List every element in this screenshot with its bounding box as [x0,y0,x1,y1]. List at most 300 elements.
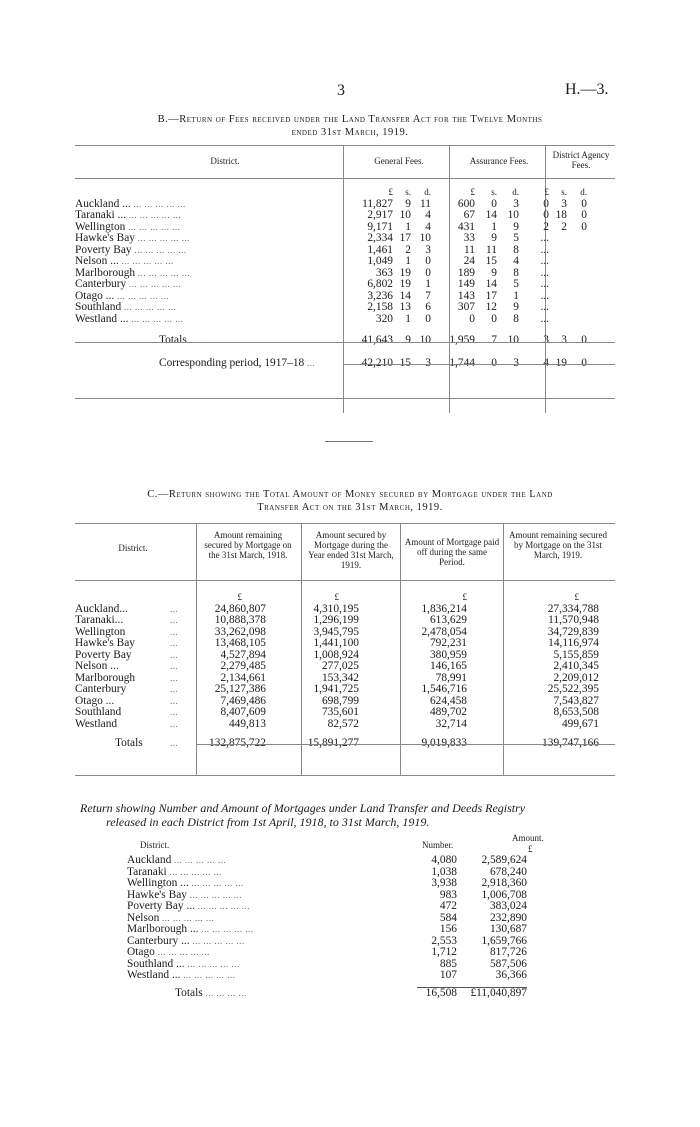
cell-r18: 13,468,105 [214,637,266,649]
cell-ag-1: 3 [561,197,567,210]
cell-sec: 277,025 [321,660,359,672]
table-row [75,638,615,650]
cell-number: 1,712 [431,946,457,958]
cell-sec: 15,891,277 [307,737,359,749]
table-d-unit: £ [528,844,533,854]
leader-dots: ... ... ... ... ... [118,256,174,266]
cell-a-2: 5 [513,278,519,290]
cell-a-2: 9 [513,301,519,313]
table-row [127,901,567,913]
cell-g-2: 1 [425,278,431,290]
district-name: Hawke's Bay [75,637,135,649]
cell-a-2: 1 [513,289,519,302]
leader-dots: ... ... ... ... ... [186,889,242,900]
cell-g-2: 4 [425,209,431,221]
table-b-header-general: General Fees. [374,156,424,166]
cell-ag-1 [549,279,567,291]
district-name: Wellington ... [127,878,189,889]
cell-sec: 698,799 [321,694,359,707]
units-row: £ s. d. £ s. d. £ s. d. [388,187,587,197]
totals-row [127,988,567,1000]
cell-a-1: 14 [485,278,497,290]
cell-g-2: 11 [420,197,431,210]
leader-dots: ... ... ... ... ... [135,267,191,278]
cell-ag-2 [567,314,587,326]
leader-dots: ... ... ... ... ... [154,947,210,957]
table-row [127,924,567,936]
cell-a-0: 1,744 [449,356,475,369]
leader-dots: ... ... ... ... ... [171,855,227,865]
cell-g-1: 14 [399,289,411,302]
cell-a-1: 12 [485,301,497,313]
table-row [127,855,567,867]
cell-ag-1: 19 [555,356,567,369]
table-row [75,684,615,696]
leader-dots: ... [304,357,316,368]
leader-dots: ... ... ... ... ... [128,313,184,324]
cell-a-1: 0 [491,356,497,369]
cell-number: 584 [439,911,457,924]
table-b-header-agency: District Agency Fees. [552,150,610,170]
cell-ag-2 [567,291,587,303]
cell-a-0: 24 [463,255,475,267]
table-row [75,233,615,245]
cell-sec: 3,945,795 [313,625,359,638]
cell-a-0: 33 [463,232,475,244]
cell-g-0: 2,917 [367,209,393,221]
cell-sec: 1,296,199 [313,614,359,626]
cell-ag-2: 0 [581,209,587,221]
cell-amount: 232,890 [489,911,527,924]
cell-a-2: 3 [513,197,519,210]
cell-amount: 36,366 [495,969,527,981]
cell-g-2: 0 [425,255,431,267]
cell-number: 107 [439,969,457,981]
cell-amount: £11,040,897 [457,988,527,1000]
cell-a-1: 15 [485,255,497,267]
district-name: Westland [75,717,118,730]
leader-dots: ... ... ... ... ... [126,279,182,289]
cell-ag-1: 18 [555,209,567,221]
cell-a-2: 4 [513,255,519,267]
cell-amount: 1,006,708 [481,888,527,901]
cell-sec: 4,310,195 [313,602,359,615]
table-b-title-line2: ended 31st March, 1919. [291,127,409,138]
cell-ag-0: ... [540,278,549,290]
cell-ag-1 [549,291,567,303]
cell-paid: 32,714 [435,717,467,730]
district-name: Auckland ... [75,198,131,210]
cell-r19: 139,747,166 [542,737,599,749]
cell-g-2: 4 [425,220,431,233]
table-row [75,291,615,303]
district-name: Southland ... [127,958,185,970]
table-c-header-remaining-1918: Amount remaining secured by Mortgage on the 31st March, 1918. [204,530,292,560]
cell-g-0: 1,049 [367,255,393,267]
cell-number: 3,938 [431,877,457,889]
district-name: Totals [175,987,203,999]
cell-r19: 11,570,948 [548,614,599,626]
cell-g-1: 2 [405,243,411,256]
table-d-title-line1: Return showing Number and Amount of Mortgages under Land Transfer and Deeds Registry [80,801,526,815]
cell-a-0: 11 [464,243,475,256]
document-code: H.—3. [565,81,609,98]
cell-a-2: 10 [507,209,519,221]
cell-ag-2 [567,279,587,291]
district-name: Marlborough [75,267,136,279]
cell-r18: 8,407,609 [220,706,266,718]
cell-a-1: 0 [491,312,497,325]
cell-r18: 2,279,485 [220,660,266,672]
cell-r19: 25,522,395 [547,683,599,695]
district-name: Otago ... [75,290,115,302]
table-row [75,268,615,280]
district-name: Otago [127,947,155,958]
cell-number: 2,553 [431,934,457,947]
cell-ag-1 [549,256,567,268]
table-row [75,199,615,211]
cell-a-2: 3 [513,356,519,369]
cell-amount: 1,659,766 [481,934,527,947]
cell-number: 983 [439,888,457,901]
cell-g-0: 11,827 [362,197,393,210]
table-c-header-remaining-1919: Amount remaining secured by Mortgage on the 31st March, 1919. [509,530,607,560]
cell-ag-1: 2 [561,220,567,233]
table-row [127,878,567,890]
cell-ag-1 [549,245,567,257]
table-c-header-paid-off: Amount of Mortgage paid off during the same Period. [404,537,500,567]
district-name: Nelson ... [75,256,119,267]
cell-g-0: 42,210 [361,356,393,369]
cell-g-2: 7 [425,289,431,302]
cell-g-1: 10 [399,209,411,221]
district-name: Canterbury [75,683,127,695]
leader-dots: ... ... ... ... ... [130,198,186,209]
district-name: Westland ... [127,970,181,981]
cell-paid: 380,959 [429,648,467,661]
cell-ag-0: ... [540,312,549,325]
table-row [127,970,567,982]
totals-row [75,335,615,347]
leader-dots: ... ... ... ... [202,987,247,998]
cell-amount: 587,506 [489,957,527,970]
table-row [75,256,615,268]
cell-r18: 24,860,807 [214,602,266,615]
cell-ag-0: 4 [543,356,549,369]
cell-a-0: 307 [457,301,475,313]
leader-dots: ... [170,603,179,614]
table-row [75,210,615,222]
leader-dots: ... ... ... ... ... [198,924,254,934]
district-name: Taranaki... [75,614,124,626]
district-name: Canterbury [75,279,127,290]
table-c [75,592,615,750]
cell-sec: 1,441,100 [313,637,359,649]
cell-ag-1: 3 [561,334,567,346]
cell-r18: 449,813 [228,717,266,730]
cell-r18: 4,527,894 [220,648,266,661]
cell-a-0: 149 [457,278,475,290]
table-row [75,245,615,257]
cell-g-0: 2,158 [367,301,393,313]
cell-a-0: 189 [457,266,475,279]
cell-g-1: 9 [405,197,411,210]
district-name: Poverty Bay [75,244,132,256]
cell-g-2: 0 [425,312,431,325]
cell-a-2: 5 [513,232,519,244]
cell-number: 4,080 [431,854,457,866]
cell-ag-2: 0 [581,220,587,233]
cell-a-1: 11 [486,243,497,256]
table-c-header-secured: Amount secured by Mortgage during the Year ended 31st March, 1919. [308,530,394,570]
cell-ag-2: 0 [581,356,587,369]
leader-dots: ... ... ... ... ... [159,912,215,923]
leader-dots: ... ... ... ... ... [121,302,177,312]
cell-ag-1 [549,233,567,245]
cell-ag-0: 3 [543,334,549,346]
cell-number: 1,038 [431,865,457,878]
cell-g-0: 6,802 [367,278,393,290]
table-c-header-district: District. [118,543,148,553]
cell-ag-0: 0 [543,209,549,221]
cell-ag-2 [567,233,587,245]
table-c-title-line2: Transfer Act on the 31st March, 1919. [257,502,443,513]
units-row: £ £ £ £ [237,592,579,602]
cell-a-1: 14 [485,209,497,221]
cell-a-2: 8 [513,312,519,325]
table-d-header-number: Number. [422,840,454,850]
table-row [127,947,567,959]
table-row [75,719,615,731]
cell-a-1: 0 [491,197,497,210]
leader-dots: ... [170,738,179,748]
cell-number: 472 [439,900,457,912]
cell-amount: 2,918,360 [481,877,527,889]
leader-dots: ... [170,672,179,683]
cell-g-2: 10 [419,334,431,346]
district-name: Poverty Bay [75,648,132,661]
district-name: Wellington [75,625,126,638]
cell-g-1: 1 [405,312,411,325]
cell-g-0: 2,334 [367,232,393,244]
cell-a-2: 10 [507,334,519,346]
district-name: Auckland [127,855,172,866]
district-name: Canterbury ... [127,935,190,947]
table-row [75,661,615,673]
cell-a-0: 1,959 [449,334,475,346]
cell-paid: 9,019,833 [421,737,467,749]
cell-paid: 613,629 [429,614,467,626]
district-name: Taranaki [127,866,167,878]
cell-amount: 2,589,624 [481,854,527,866]
cell-ag-0: ... [540,266,549,279]
cell-ag-0: ... [540,301,549,313]
cell-ag-0: ... [540,255,549,267]
cell-r19: 34,729,839 [547,625,599,638]
leader-dots: ... [170,638,179,648]
cell-paid: 2,478,054 [421,625,467,638]
cell-sec: 82,572 [327,717,359,730]
district-name: Totals [115,737,143,749]
district-name: Corresponding period, 1917–18 [159,357,305,369]
cell-sec: 735,601 [321,706,359,718]
cell-g-1: 19 [399,266,411,279]
table-c-title-line1: C.—Return showing the Total Amount of Money secured by Mortgage under the Land [147,489,553,500]
cell-a-1: 9 [491,266,497,279]
cell-ag-2 [567,302,587,314]
cell-g-1: 1 [405,220,411,233]
table-b-title [70,113,630,139]
leader-dots: ... ... ... [186,335,220,345]
table-row [75,222,615,234]
cell-g-1: 1 [405,255,411,267]
table-b-title-line1: B.—Return of Fees received under the Land Transfer Act for the Twelve Months [157,114,543,125]
district-name: Southland [75,302,122,313]
cell-g-1: 13 [399,301,411,313]
cell-g-2: 6 [425,301,431,313]
cell-a-1: 17 [485,289,497,302]
leader-dots: ... ... ... ... ... [125,221,181,232]
cell-g-2: 0 [425,266,431,279]
table-d-title [80,801,640,829]
cell-g-0: 363 [375,266,393,279]
cell-ag-1 [549,302,567,314]
cell-paid: 489,702 [429,706,467,718]
table-b-header-district: District. [210,156,240,166]
page-number: 3 [337,82,345,99]
table-c-title [70,488,630,514]
table-b-header-assurance: Assurance Fees. [469,156,529,166]
cell-g-1: 9 [405,334,411,346]
cell-sec: 1,008,924 [313,648,359,661]
cell-g-0: 9,171 [367,220,393,233]
district-name: Totals [159,335,187,346]
leader-dots: ... ... ... ... ... [195,901,251,911]
table-row [75,279,615,291]
cell-sec: 1,941,725 [313,683,359,695]
cell-g-0: 1,461 [367,243,393,256]
cell-ag-2 [567,245,587,257]
cell-amount: 678,240 [489,865,527,878]
leader-dots: ... ... ... ... ... [188,878,244,888]
cell-ag-2: 0 [581,334,587,346]
district-name: Southland [75,706,122,718]
district-name: Wellington [75,221,126,233]
cell-g-2: 3 [425,356,431,369]
cell-ag-0: ... [540,289,549,302]
district-name: Poverty Bay ... [127,901,196,912]
cell-g-1: 15 [399,356,411,369]
district-name: Nelson ... [75,660,119,672]
cell-a-1: 9 [491,232,497,244]
leader-dots: ... ... ... ... ... [114,290,170,301]
cell-r19: 7,543,827 [553,694,599,707]
cell-r19: 2,209,012 [553,671,599,684]
leader-dots: ... ... ... ... ... [166,866,222,877]
table-row [75,707,615,719]
leader-dots: ... [170,718,179,729]
cell-r18: 7,469,486 [220,694,266,707]
district-name: Marlborough [75,671,136,684]
cell-number: 885 [439,957,457,970]
cell-paid: 146,165 [429,660,467,672]
cell-ag-1 [549,268,567,280]
cell-r18: 10,888,378 [214,614,266,626]
cell-ag-0: 0 [543,197,549,210]
table-d-header-amount: Amount. [512,833,544,843]
cell-r19: 5,155,859 [553,648,599,661]
cell-ag-2 [567,256,587,268]
cell-ag-0: ... [540,232,549,244]
cell-r18: 2,134,661 [220,671,266,684]
cell-paid: 78,991 [435,671,467,684]
cell-r19: 27,334,788 [547,602,599,615]
leader-dots: ... ... ... ... ... [184,958,240,969]
cell-paid: 624,458 [429,694,467,707]
district-name: Nelson [127,912,160,924]
table-d-header-district: District. [140,840,170,850]
cell-ag-0: 2 [543,220,549,233]
cell-a-0: 431 [457,220,475,233]
leader-dots: ... ... ... ... ... [189,935,245,946]
district-name: Auckland... [75,602,128,615]
cell-number: 156 [439,923,457,935]
cell-r19: 499,671 [561,717,599,730]
cell-amount: 383,024 [489,900,527,912]
cell-amount: 130,687 [489,923,527,935]
cell-r18: 25,127,386 [214,683,266,695]
leader-dots: ... ... ... ... ... [126,210,182,220]
district-name: Taranaki ... [75,210,127,221]
district-name: Marlborough ... [127,924,199,935]
table-row [75,314,615,326]
cell-r19: 14,116,974 [548,637,599,649]
cell-g-1: 17 [399,232,411,244]
leader-dots: ... [170,649,179,660]
leader-dots: ... ... ... ... ... [180,970,236,980]
cell-a-0: 0 [469,312,475,325]
cell-a-0: 67 [463,209,475,221]
cell-g-2: 3 [425,243,431,256]
cell-ag-0: ... [540,243,549,256]
cell-a-2: 9 [513,220,519,233]
leader-dots: ... [170,661,179,671]
leader-dots: ... [170,695,179,706]
table-d [127,855,567,1000]
table-d-title-line2: released in each District from 1st April, 1918, to 31st March, 1919. [106,815,430,829]
district-name: Westland ... [75,313,129,325]
cell-ag-2 [567,268,587,280]
cell-a-2: 8 [513,243,519,256]
leader-dots: ... ... ... ... ... [131,244,187,255]
district-name: Hawke's Bay [127,889,187,901]
cell-paid: 792,231 [429,637,467,649]
cell-a-1: 1 [491,220,497,233]
cell-g-0: 3,236 [367,289,393,302]
cell-g-0: 41,643 [361,334,393,346]
cell-a-0: 600 [457,197,475,210]
district-name: Otago ... [75,694,115,707]
cell-a-2: 8 [513,266,519,279]
leader-dots: ... [170,626,179,637]
cell-r18: 132,875,722 [209,737,266,749]
cell-a-0: 143 [457,289,475,302]
cell-r19: 8,653,508 [553,706,599,718]
cell-g-0: 320 [375,312,393,325]
cell-number: 16,508 [417,988,457,1000]
district-name: Hawke's Bay [75,233,135,244]
cell-ag-2: 0 [581,197,587,210]
